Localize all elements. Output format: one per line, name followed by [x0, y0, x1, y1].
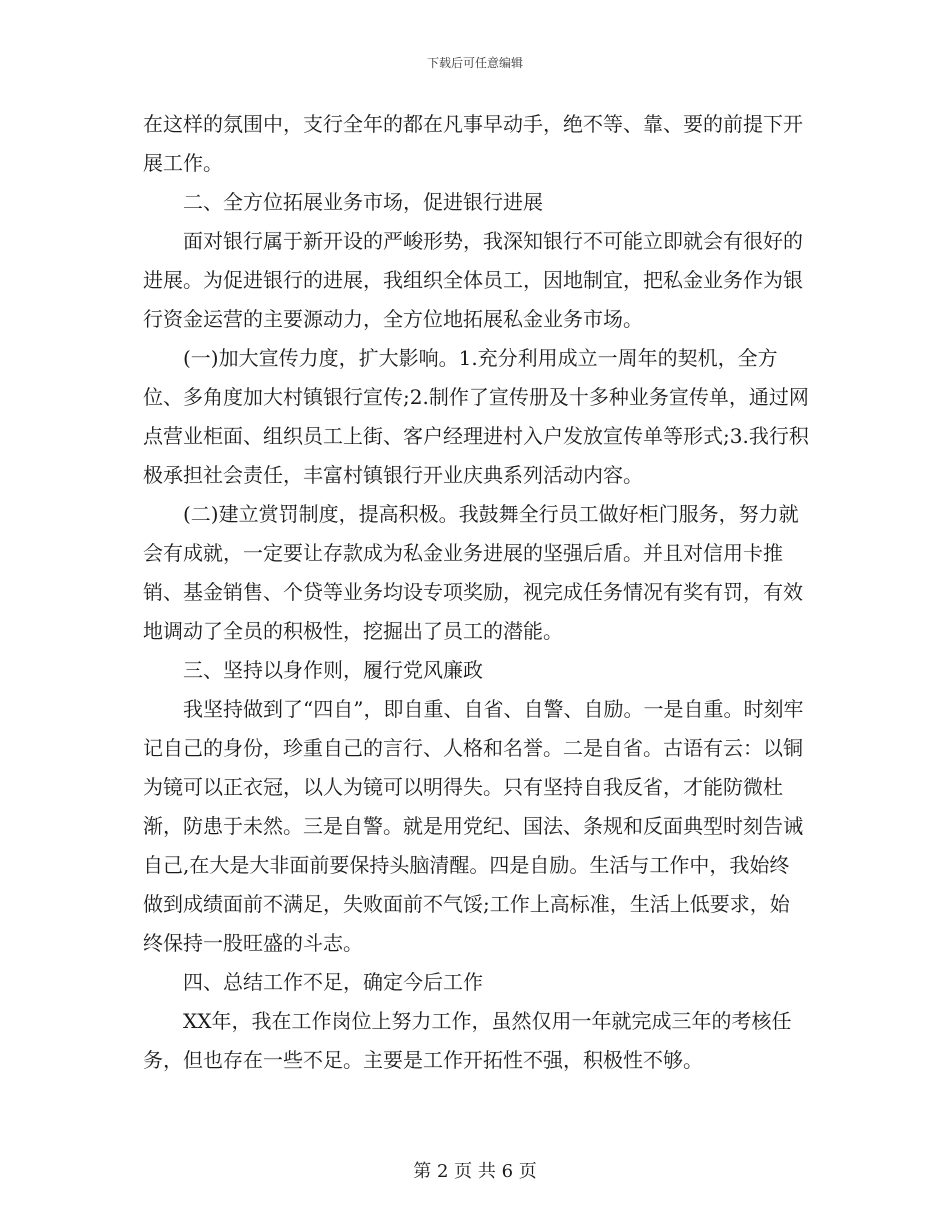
paragraph: (一)加大宣传力度，扩大影响。1.充分利用成立一周年的契机，全方位、多角度加大村镇银行宣传;2.制作了宣传册及十多种业务宣传单，通过网点营业柜面、组织员工上街、客户经理进村入户发放宣传单等形式;3.我行积极承担社会责任，丰富村镇银行开业庆典系列活动内容。: [143, 346, 809, 487]
section-heading-4: 四、总结工作不足，确定今后工作: [183, 970, 483, 994]
section-heading-3: 三、坚持以身作则，履行党风廉政: [183, 658, 483, 682]
paragraph: XX年，我在工作岗位上努力工作，虽然仅用一年就完成三年的考核任务，但也存在一些不足。主要是工作开拓性不强，积极性不够。: [143, 1009, 792, 1072]
page-footer: 第 2 页 共 6 页: [413, 1161, 537, 1182]
paragraph: (二)建立赏罚制度，提高积极。我鼓舞全行员工做好柜门服务，努力就会有成就，一定要让存款成为私金业务进展的坚强后盾。并且对信用卡推销、基金销售、个贷等业务均设专项奖励，视完成任务情况有奖有罚，有效地调动了全员的积极性，挖掘出了员工的潜能。: [143, 502, 803, 643]
page-header: 下载后可任意编辑: [426, 56, 523, 70]
paragraph-continuation: 在这样的氛围中，支行全年的都在凡事早动手，绝不等、靠、要的前提下开展工作。: [143, 112, 803, 175]
section-heading-2: 二、全方位拓展业务市场，促进银行进展: [183, 190, 543, 214]
document-body: [143, 105, 809, 1080]
paragraph: 我坚持做到了“四自”，即自重、自省、自警、自励。一是自重。时刻牢记自己的身份，珍重自己的言行、人格和名誉。二是自省。古语有云：以铜为镜可以正衣冠，以人为镜可以明得失。只有坚持自我反省，才能防微杜渐，防患于未然。三是自警。就是用党纪、国法、条规和反面典型时刻告诫自己,在大是大非面前要保持头脑清醒。四是自励。生活与工作中，我始终做到成绩面前不满足，失败面前不气馁;工作上高标准，生活上低要求，始终保持一股旺盛的斗志。: [143, 697, 804, 955]
paragraph: 面对银行属于新开设的严峻形势，我深知银行不可能立即就会有很好的进展。为促进银行的进展，我组织全体员工，因地制宜，把私金业务作为银行资金运营的主要源动力，全方位地拓展私金业务市场。: [143, 229, 803, 331]
